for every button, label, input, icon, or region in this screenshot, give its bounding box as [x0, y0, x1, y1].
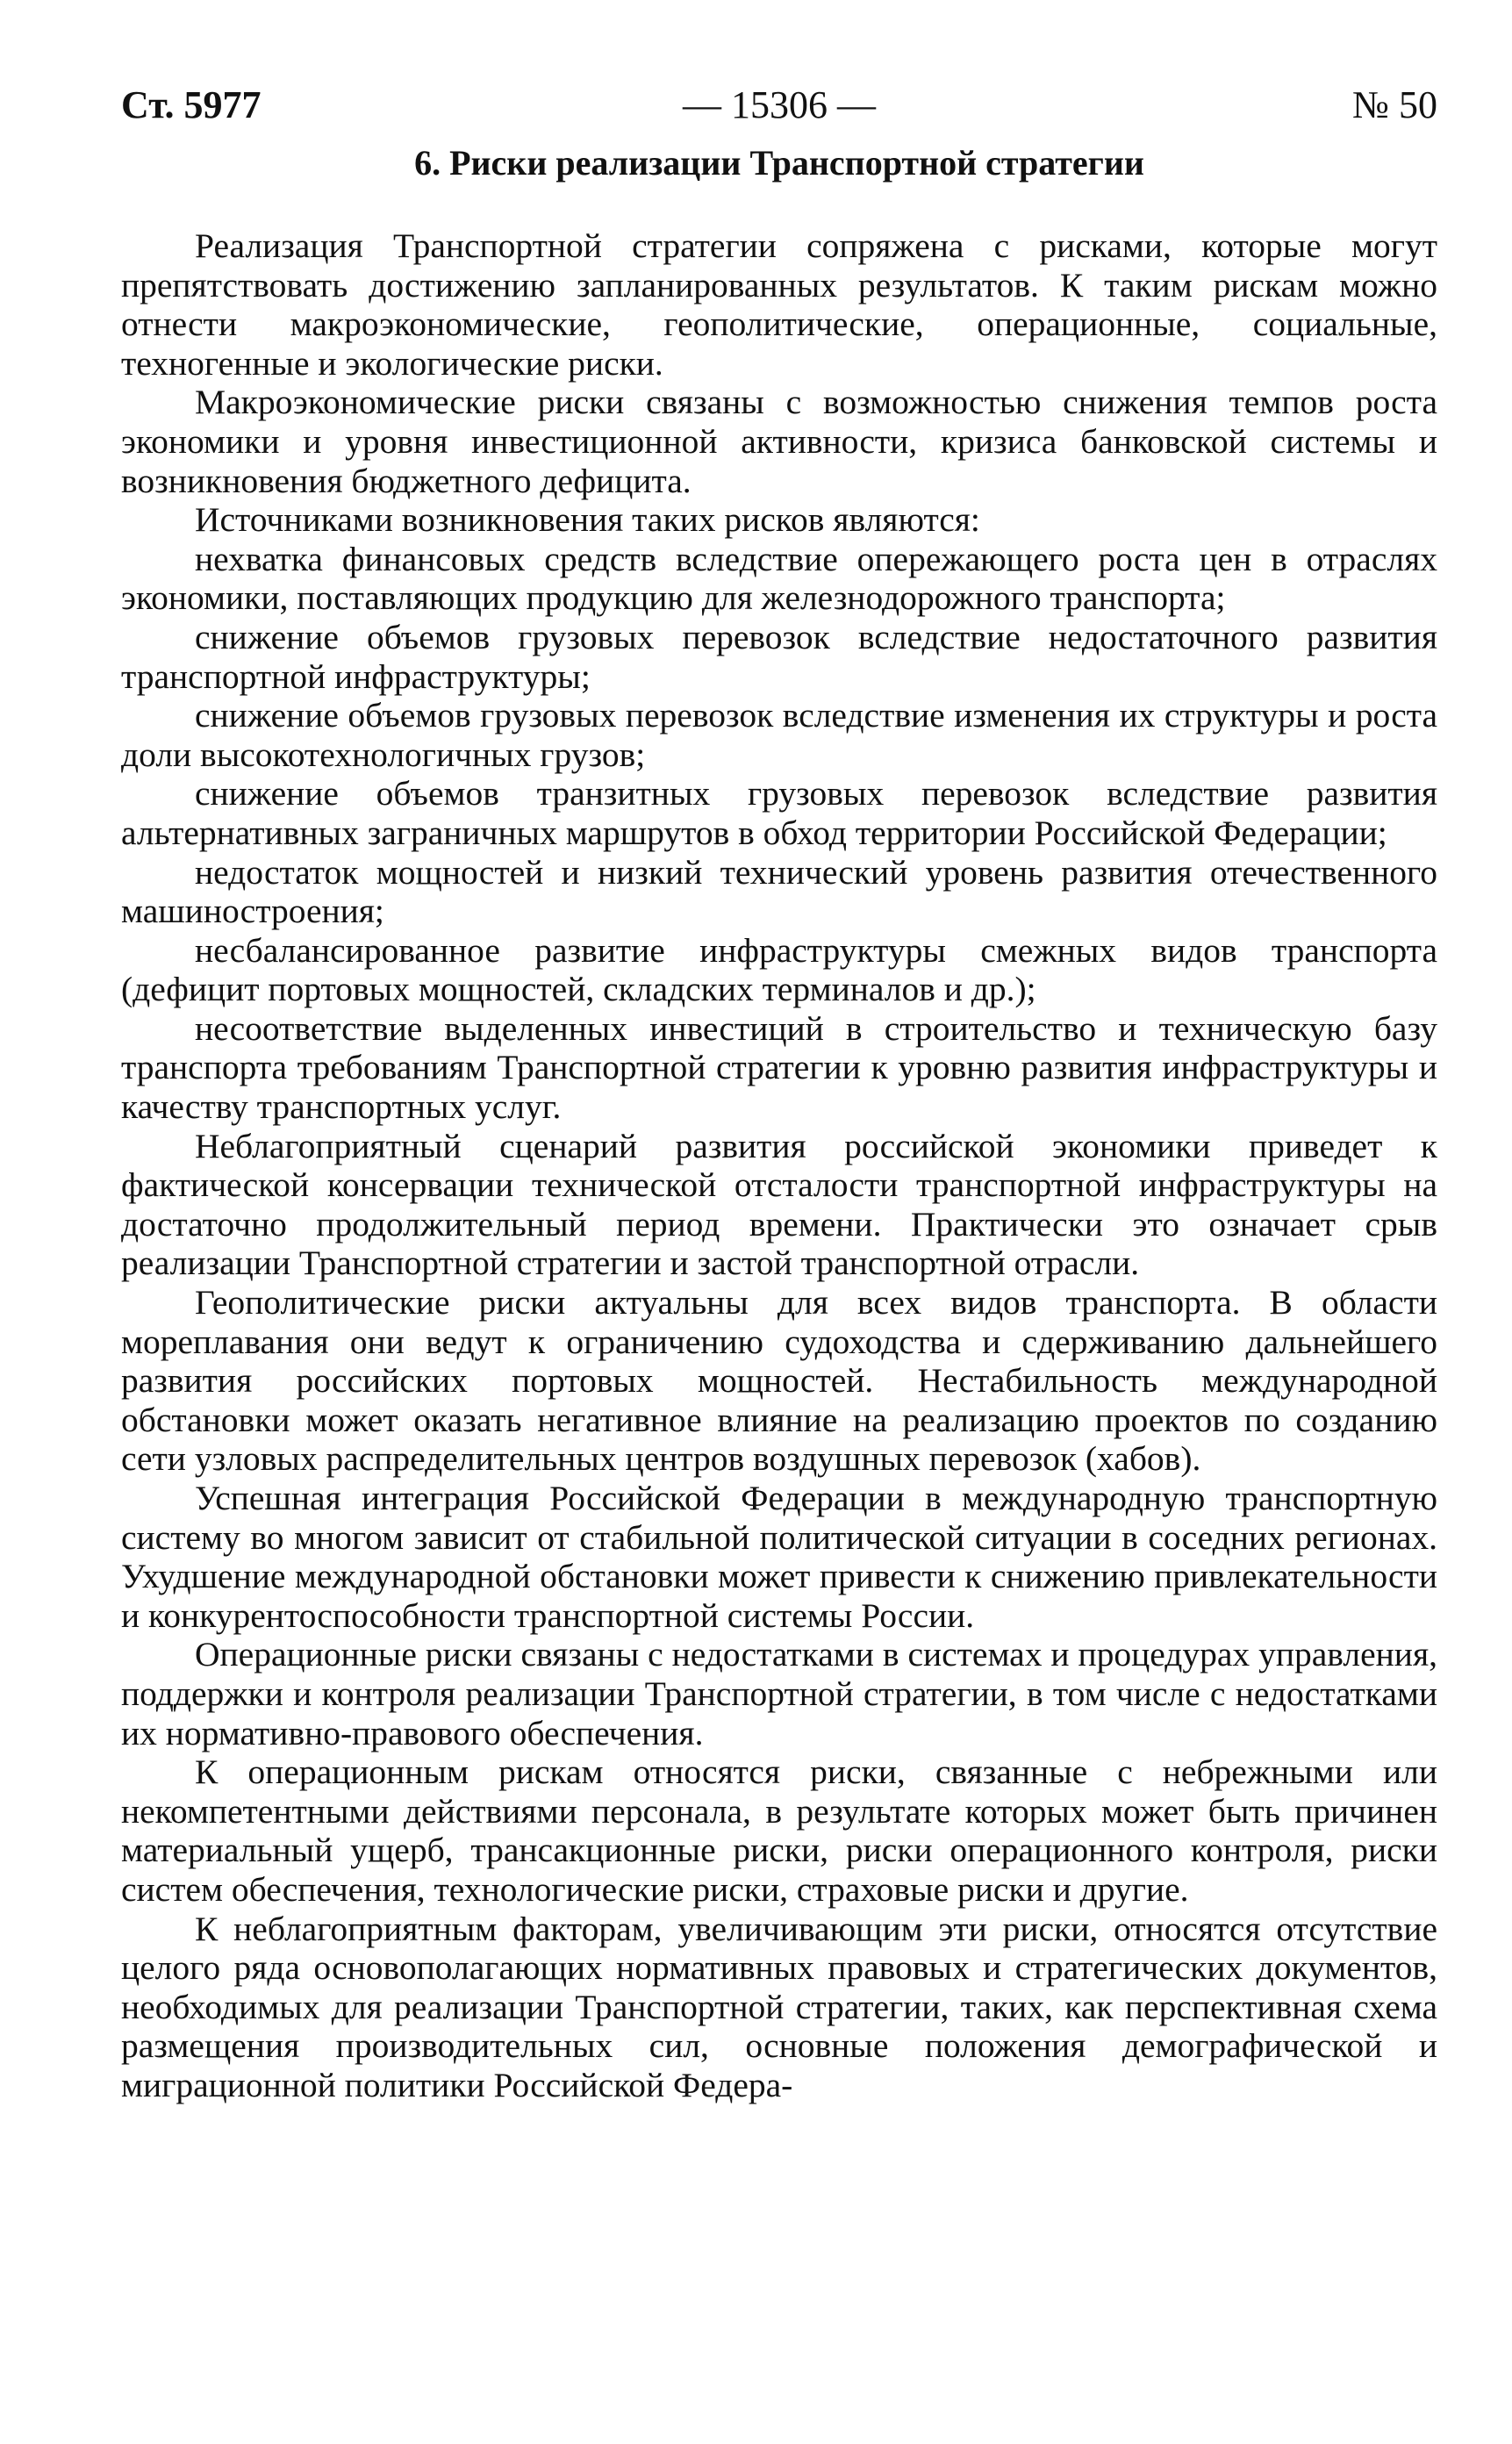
paragraph: К неблагоприятным факторам, увеличивающим эти риски, относятся отсутствие целого ряда основополагающих нормативных правовых и стратегических документов, необходимых для реализации Транспортной стратегии, таких, как перспективная схема размещения производительных сил, основные положения демографической и миграционной политики Российской Федера- [121, 1909, 1437, 2104]
paragraph: Реализация Транспортной стратегии сопряжена с рисками, которые могут препятствовать достижению запланированных результатов. К таким рискам можно отнести макроэкономические, геополитические, операционные, социальные, техногенные и экологические риски. [121, 226, 1437, 383]
list-item: несбалансированное развитие инфраструктуры смежных видов транспорта (дефицит портовых мощностей, складских терминалов и др.); [121, 930, 1437, 1009]
page-number: — 15306 — [683, 83, 876, 126]
paragraph: Успешная интеграция Российской Федерации в международную транспортную систему во многом зависит от стабильной политической ситуации в соседних регионах. Ухудшение международной обстановки может привести к снижению привлекательности и конкурентоспособности транспортной системы России. [121, 1479, 1437, 1635]
list-item: нехватка финансовых средств вследствие опережающего роста цен в отраслях экономики, поставляющих продукцию для железнодорожного транспорта; [121, 539, 1437, 618]
list-item: снижение объемов транзитных грузовых перевозок вследствие развития альтернативных заграничных маршрутов в обход территории Российской Федерации; [121, 774, 1437, 852]
list-item: снижение объемов грузовых перевозок вследствие недостаточного развития транспортной инфраструктуры; [121, 617, 1437, 696]
issue-number: № 50 [1352, 83, 1437, 126]
list-item: снижение объемов грузовых перевозок вследствие изменения их структуры и роста доли высокотехнологичных грузов; [121, 696, 1437, 774]
section-title: 6. Риски реализации Транспортной стратегии [414, 143, 1144, 183]
body-text [121, 226, 1437, 2105]
paragraph: Неблагоприятный сценарий развития российской экономики приведет к фактической консервации технической отсталости транспортной инфраструктуры на достаточно продолжительный период времени. Практически это означает срыв реализации Транспортной стратегии и застой транспортной отрасли. [121, 1126, 1437, 1283]
list-item: недостаток мощностей и низкий технический уровень развития отечественного машиностроения; [121, 852, 1437, 931]
paragraph: К операционным рискам относятся риски, связанные с небрежными или некомпетентными действиями персонала, в результате которых может быть причинен материальный ущерб, трансакционные риски, риски операционного контроля, риски систем обеспечения, технологические риски, страховые риски и другие. [121, 1752, 1437, 1909]
article-number: Ст. 5977 [121, 83, 262, 126]
paragraph: Источниками возникновения таких рисков являются: [195, 500, 980, 540]
paragraph: Геополитические риски актуальны для всех видов транспорта. В области мореплавания они ведут к ограничению судоходства и сдерживанию дальнейшего развития российских портовых мощностей. Нестабильность международной обстановки может оказать негативное влияние на реализацию проектов по созданию сети узловых распределительных центров воздушных перевозок (хабов). [121, 1283, 1437, 1479]
page-header [121, 79, 1437, 132]
document-page [121, 79, 1437, 2105]
list-item: несоответствие выделенных инвестиций в строительство и техническую базу транспорта требованиям Транспортной стратегии к уровню развития инфраструктуры и качеству транспортных услуг. [121, 1008, 1437, 1127]
paragraph: Операционные риски связаны с недостатками в системах и процедурах управления, поддержки и контроля реализации Транспортной стратегии, в том числе с недостатками их нормативно-правового обеспечения. [121, 1635, 1437, 1752]
paragraph: Макроэкономические риски связаны с возможностью снижения темпов роста экономики и уровня инвестиционной активности, кризиса банковской системы и возникновения бюджетного дефицита. [121, 383, 1437, 500]
